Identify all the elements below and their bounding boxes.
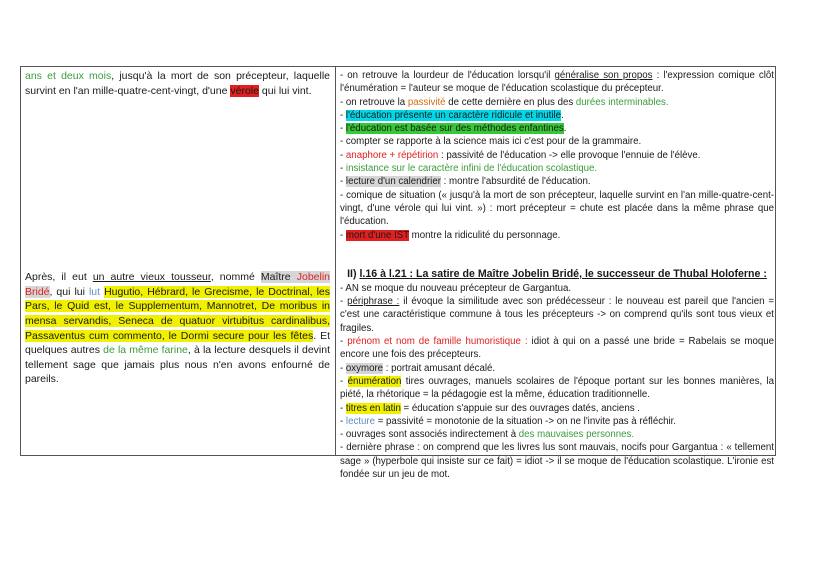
text: -: [340, 163, 346, 175]
analysis-line: [340, 415, 774, 428]
text: -: [340, 296, 348, 308]
excerpt-span: , qui lui: [49, 285, 89, 298]
analysis-line: [340, 335, 774, 362]
text-highlight: énumération: [347, 375, 402, 387]
analysis-block-1: [340, 69, 774, 242]
text-underline: généralise son propos: [554, 70, 653, 81]
text: -: [340, 362, 346, 374]
analysis-line: [340, 402, 774, 415]
excerpt-span: lut: [88, 285, 101, 298]
excerpt-span: , jusqu'à la mort de son précepteur, laquelle survint en l'an mille-quatre-cent-vingt, d'une: [25, 70, 330, 97]
text: -: [340, 109, 346, 121]
text: montre la ridiculité du personnage.: [408, 229, 561, 241]
excerpt-paragraph-2: [25, 270, 330, 387]
excerpt-span: , à la lecture desquels il devint tellement sage que jamais plus nous n'en avons enfourné de pareils.: [25, 344, 330, 386]
text-highlight: oxymore: [345, 362, 384, 374]
text-highlight: l'éducation est basée sur des méthodes enfantines: [345, 123, 564, 135]
excerpt-highlight: Hugutio, Hébrard, le Grecisme, le Doctrinal, les Pars, le Quid est, le Supplementum, Mannotret, De moribus in mensa servandis, Seneca de quatuor virtubitus cardinalibus, Passaventus cum commento, le Dormi secure pour les fêtes: [25, 285, 331, 342]
section-heading: l.16 à l.21 : La satire de Maître Jobelin Bridé, le successeur de Thubal Holoferne :: [359, 267, 767, 280]
text: insistance sur le caractère infini de l'éducation scolastique.: [345, 163, 598, 175]
section-number: II): [347, 267, 360, 280]
analysis-line: [340, 175, 774, 188]
text: : montre l'absurdité de l'éducation.: [440, 176, 591, 188]
analysis-line: [340, 69, 774, 96]
analysis-line: [340, 162, 774, 175]
text: : portrait amusant décalé.: [383, 362, 496, 374]
text: de cette dernière en plus des: [445, 96, 576, 108]
column-divider: [335, 67, 336, 455]
analysis-line: [340, 375, 774, 402]
text-excerpt-column: [25, 69, 330, 387]
excerpt-span: ans et deux mois: [25, 70, 112, 82]
excerpt-highlight: [291, 271, 297, 283]
text: -: [340, 375, 348, 387]
analysis-line: [340, 149, 774, 162]
text: -: [340, 229, 346, 241]
excerpt-underline: un autre vieux tousseur: [92, 271, 211, 284]
text: -: [340, 402, 346, 414]
excerpt-span: , nommé: [210, 271, 261, 284]
text: anaphore + répétirion: [345, 149, 439, 161]
text: -: [340, 336, 348, 348]
text: lecture: [345, 415, 375, 427]
text: durées interminables.: [575, 96, 669, 108]
analysis-line: - AN se moque du nouveau précepteur de Gargantua.: [340, 282, 572, 294]
text: - on retrouve la: [340, 96, 408, 108]
text: prénom et nom de famille humoristique :: [347, 336, 528, 348]
text: passivité: [407, 96, 446, 108]
text: = éducation s'appuie sur des ouvrages datés, anciens .: [400, 402, 640, 414]
text: -: [340, 176, 346, 188]
excerpt-paragraph-1: [25, 69, 330, 98]
text-highlight: mort d'une IST: [345, 229, 409, 241]
text: -: [340, 149, 346, 161]
text-highlight: titres en latin: [345, 402, 401, 414]
excerpt-highlight: vérole: [230, 84, 259, 97]
analysis-line: [340, 96, 774, 109]
text: .: [561, 109, 564, 121]
analysis-block-2: [340, 267, 774, 481]
excerpt-span: de la même farine: [103, 344, 188, 357]
excerpt-span: qui lui vint.: [258, 84, 312, 97]
text: .: [563, 123, 567, 135]
text: : passivité de l'éducation -> elle provoque l'ennuie de l'élève.: [438, 149, 701, 161]
analysis-line: [340, 428, 774, 441]
analysis-line: - compter se rapporte à la science mais ici c'est pour de la grammaire.: [340, 136, 642, 148]
text-underline: périphrase :: [347, 296, 400, 308]
analysis-line: - comique de situation (« jusqu'à la mort de son précepteur, laquelle survint en l'an mille-quatre-cent-vingt, d'une vérole qui lui vint. ») : mort précepteur = chute est placée dans la même phrase que l'éducation.: [340, 189, 774, 228]
excerpt-span: Après, il eut: [25, 271, 93, 284]
analysis-line: [340, 109, 774, 122]
text: -: [340, 415, 346, 427]
text-highlight: lecture d'un calendrier: [345, 176, 441, 188]
analysis-line: [340, 295, 774, 335]
excerpt-span: . Et quelques autres: [25, 329, 330, 357]
analysis-column: [340, 69, 774, 481]
section-title: [340, 267, 774, 281]
text: des mauvaises personnes.: [518, 429, 635, 441]
analysis-line: - dernière phrase : on comprend que les livres lus sont mauvais, nocifs pour Gargantua : « tellement sage » (hyperbole qui insiste sur ce fait) = idiot -> il se moque de l'éducation scolastique. L'ironie est fondée sur un jeu de mot.: [340, 442, 774, 481]
text: tires ouvrages, manuels scolaires de l'époque portant sur les bonnes manières, la piété, la rhétorique = la pédagogie est la même, éducation traditionnelle.: [340, 375, 774, 401]
analysis-table: [20, 66, 776, 481]
text: = passivité = monotonie de la situation -> on ne l'invite pas à réfléchir.: [375, 415, 676, 427]
excerpt-highlight: Maître: [260, 271, 291, 284]
text-highlight: l'éducation présente un caractère ridicule et inutile: [345, 109, 562, 121]
text: : l'expression comique clôt l'énumération = l'auteur se moque de l'éducation scolastique du précepteur.: [340, 70, 774, 95]
text: - on retrouve la lourdeur de l'éducation lorsqu'il: [340, 70, 555, 81]
analysis-line: [340, 122, 774, 135]
analysis-line: [340, 362, 774, 375]
text: il évoque la similitude avec son prédécesseur : le nouveau est pareil que l'ancien = c'est une caractéristique commune à tous les précepteurs -> on comprend qu'ils sont tous vieux et fragiles.: [340, 296, 774, 334]
excerpt-highlight: Jobelin Bridé: [25, 271, 331, 298]
text: -: [340, 123, 346, 135]
text: - ouvrages sont associés indirectement à: [340, 429, 519, 441]
text: idiot à qui on a passé une bride = Rabelais se moque encore une fois des précepteurs.: [340, 336, 775, 361]
analysis-line: [340, 229, 774, 242]
